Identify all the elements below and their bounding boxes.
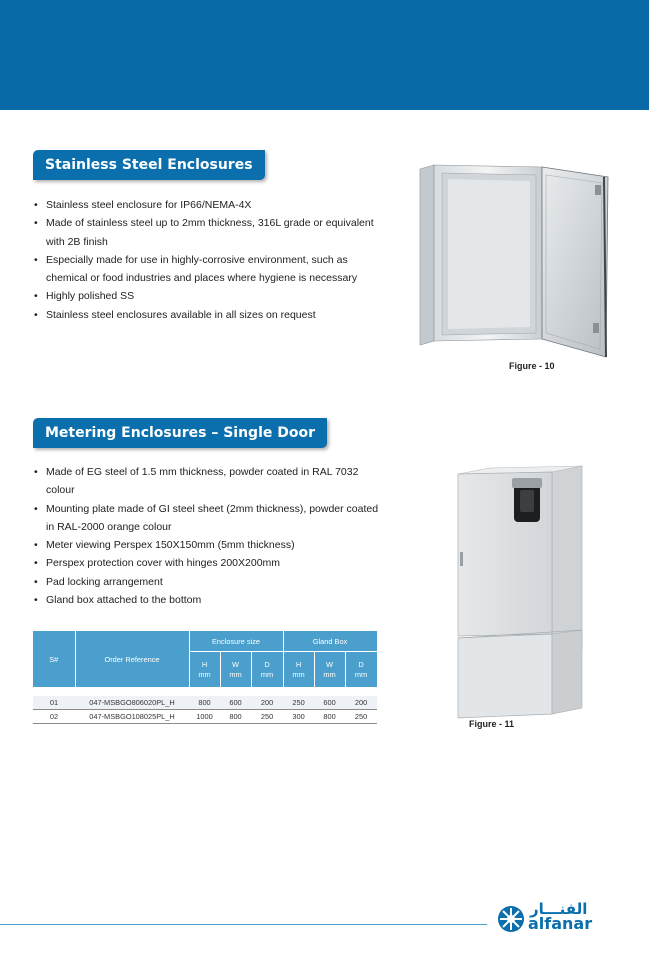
logo-latin-text: alfanar	[528, 914, 593, 933]
cell-eh: 1000	[189, 710, 220, 724]
table-row	[33, 696, 377, 710]
metering-feature-list	[33, 463, 383, 609]
list-item: • Mounting plate made of GI steel sheet (2mm thickness), powder coated in RAL-2000 orange colour	[33, 500, 383, 537]
section-title-metering: Metering Enclosures – Single Door	[33, 418, 327, 448]
list-item: • Perspex protection cover with hinges 200X200mm	[33, 554, 383, 572]
cell-ref: 047-MSBGO108025PL_H	[75, 710, 189, 724]
cell-sn: 02	[33, 710, 75, 724]
list-item: • Especially made for use in highly-corrosive environment, such as chemical or food industries and places where hygiene is necessary	[33, 251, 383, 288]
header-order-reference: Order Reference	[75, 631, 189, 688]
section-title-stainless: Stainless Steel Enclosures	[33, 150, 265, 180]
cell-gw: 800	[314, 710, 345, 724]
header-enclosure-w: W mm	[220, 652, 251, 688]
list-item: • Gland box attached to the bottom	[33, 591, 383, 609]
cell-ed: 250	[251, 710, 283, 724]
footer-rule	[0, 924, 487, 925]
cell-sn: 01	[33, 696, 75, 710]
metering-enclosure-image	[452, 464, 587, 722]
stainless-feature-list	[33, 196, 383, 324]
header-gland-h: H mm	[283, 652, 314, 688]
cell-gd: 200	[345, 696, 377, 710]
cell-gh: 300	[283, 710, 314, 724]
header-enclosure-d: D mm	[251, 652, 283, 688]
header-band	[0, 0, 649, 110]
list-item: • Made of EG steel of 1.5 mm thickness, powder coated in RAL 7032 colour	[33, 463, 383, 500]
header-enclosure-h: H mm	[189, 652, 220, 688]
logo-arabic-text: الفنـــار	[530, 900, 588, 918]
list-item: • Stainless steel enclosure for IP66/NEMA-4X	[33, 196, 383, 214]
list-item: • Meter viewing Perspex 150X150mm (5mm thickness)	[33, 536, 383, 554]
cell-gd: 250	[345, 710, 377, 724]
header-gland-d: D mm	[345, 652, 377, 688]
list-item: • Made of stainless steel up to 2mm thickness, 316L grade or equivalent with 2B finish	[33, 214, 383, 251]
list-item: • Pad locking arrangement	[33, 573, 383, 591]
header-gland-box: Gland Box	[283, 631, 377, 652]
list-item: • Highly polished SS	[33, 287, 383, 305]
header-sn: S#	[33, 631, 75, 688]
cell-gh: 250	[283, 696, 314, 710]
cell-ew: 800	[220, 710, 251, 724]
stainless-enclosure-image	[418, 163, 613, 358]
figure-caption: Figure - 11	[469, 719, 515, 729]
alfanar-logo-icon	[497, 905, 525, 933]
header-gland-w: W mm	[314, 652, 345, 688]
cell-ed: 200	[251, 696, 283, 710]
table-row	[33, 710, 377, 724]
cell-ew: 600	[220, 696, 251, 710]
figure-caption: Figure - 10	[509, 361, 555, 371]
spec-table	[33, 631, 378, 724]
cell-gw: 600	[314, 696, 345, 710]
list-item: • Stainless steel enclosures available in all sizes on request	[33, 306, 383, 324]
cell-eh: 800	[189, 696, 220, 710]
header-enclosure-size: Enclosure size	[189, 631, 283, 652]
cell-ref: 047-MSBGO806020PL_H	[75, 696, 189, 710]
